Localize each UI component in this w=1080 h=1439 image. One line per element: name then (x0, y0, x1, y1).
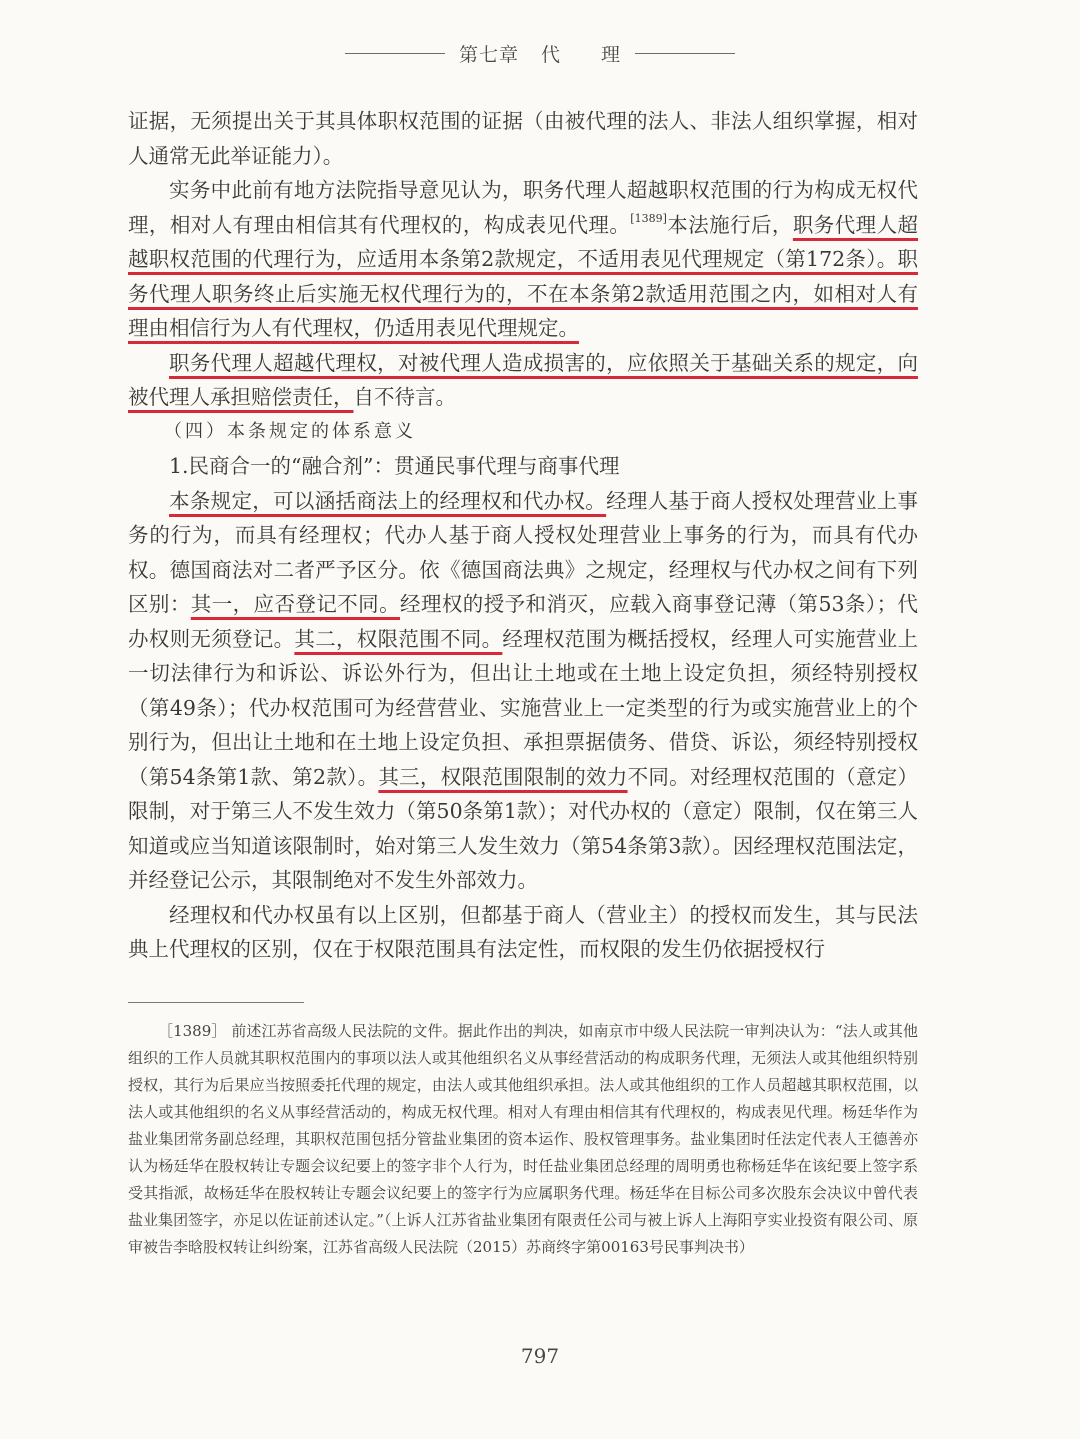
footnote-text: 前述江苏省高级人民法院的文件。据此作出的判决，如南京市中级人民法院一审判决认为：“法人或其他组织的工作人员就其职权范围内的事项以法人或其他组织名义从事经营活动的构成职务代理，无须法人或其他组织特别授权，其行为后果应当按照委托代理的规定，由法人或其他组织承担。法人或其他组织的工作人员超越其职权范围，以法人或其他组织的名义从事经营活动的，构成无权代理。相对人有理由相信其有代理权的，构成表见代理。杨廷华作为盐业集团常务副总经理，其职权范围包括分管盐业集团的资本运作、股权管理事务。盐业集团时任法定代表人王德善亦认为杨廷华在股权转让专题会议纪要上的签字非个人行为，时任盐业集团总经理的周明勇也称杨廷华在该纪要上签字系受其指派，故杨廷华在股权转让专题会议纪要上的签字行为应属职务代理。杨廷华在目标公司多次股东会决议中曾代表盐业集团签字，亦足以佐证前述认定。”（上诉人江苏省盐业集团有限责任公司与被上诉人上海阳亨实业投资有限公司、原审被告李晗股权转让纠纷案，江苏省高级人民法院（2015）苏商终字第00163号民事判决书） (128, 1022, 918, 1256)
paragraph-2-text-b: 本法施行后， (666, 212, 793, 237)
highlight-underline-1: 职务代理人超越职权范围的代理行为，应适用本条第2款规定，不适用表见代理规定（第172条）。职务代理人职务终止后实施无权代理行为的，不在本条第2款适用范围之内，如相对人有理由相信行为人有代理权，仍适用表见代理规定。 (128, 212, 919, 340)
paragraph-3-text: 自不待言。 (353, 385, 456, 409)
paragraph-5 (128, 484, 918, 898)
highlight-underline-4: 其一，应否登记不同。 (190, 592, 401, 616)
highlight-underline-5: 其二，权限范围不同。 (294, 626, 503, 651)
paragraph-6: 经理权和代办权虽有以上区别，但都基于商人（营业主）的授权而发生，其与民法典上代理权的区别，仅在于权限范围具有法定性，而权限的发生仍依据授权行 (128, 902, 918, 961)
chapter-number: 第七章 (458, 43, 519, 66)
highlight-underline-2: 职务代理人超越代理权，对被代理人造成损害的，应依照关于基础关系的规定，向被代理人承担赔偿责任， (128, 350, 918, 409)
chapter-title-char-1: 代 (540, 43, 561, 66)
page-number: 797 (520, 1344, 560, 1368)
paragraph-2-text-a: 实务中此前有地方法院指导意见认为，职务代理人超越职权范围的行为构成无权代理，相对人有理由相信其有代理权的，构成表见代理。 (128, 178, 918, 237)
paragraph-5-text-c: 经理权范围为概括授权，经理人可实施营业上一切法律行为和诉讼、诉讼外行为，但出让土地或在土地上设定负担，须经特别授权（第49条）；代办权范围可为经营营业、实施营业上一定类型的行为或实施营业上的个别行为，但出让土地和在土地上设定负担、承担票据债务、借贷、诉讼，须经特别授权（第54条第1款、第2款）。 (128, 626, 919, 789)
footnote-1389 (128, 1018, 918, 1261)
paragraph-5-text-b: 经理权的授予和消灭，应载入商事登记薄（第53条）；代办权则无须登记。 (128, 592, 919, 651)
footnote-ref-1389[interactable]: [1389] (630, 211, 667, 225)
paragraph-1: 证据，无须提出关于其具体职权范围的证据（由被代理的法人、非法人组织掌握，相对人通常无此举证能力）。 (128, 109, 918, 168)
paragraph-5-text-a: 经理人基于商人授权处理营业上事务的行为，而具有经理权；代办人基于商人授权处理营业上事务的行为，而具有代办权。德国商法对二者严予区分。依《德国商法典》之规定，经理权与代办权之间有下列区别： (128, 488, 919, 616)
chapter-title (459, 40, 621, 67)
footnote-marker: ［1389］ (158, 1022, 227, 1040)
highlight-underline-3: 本条规定，可以涵括商法上的经理权和代办权。 (169, 488, 607, 513)
chapter-title-char-2: 理 (601, 43, 622, 66)
footnote-rule (128, 1002, 304, 1003)
section-heading-4: （四）本条规定的体系意义 (164, 420, 416, 442)
header-rule-right (635, 53, 735, 54)
highlight-underline-6: 其三，权限范围限制的效力 (378, 764, 628, 789)
subsection-heading-4-1: 1.民商合一的“融合剂”：贯通民事代理与商事代理 (169, 454, 620, 478)
main-text (128, 104, 918, 967)
paragraph-5-text-d: 不同。对经理权范围的（意定）限制，对于第三人不发生效力（第50条第1款）；对代办权的（意定）限制，仅在第三人知道或应当知道该限制时，始对第三人发生效力（第54条第3款）。因经理权范围法定，并经登记公示，其限制绝对不发生外部效力。 (128, 764, 919, 892)
paragraph-3 (128, 346, 918, 415)
header-rule-left (345, 53, 445, 54)
running-header (0, 38, 1080, 68)
paragraph-2 (128, 173, 918, 346)
